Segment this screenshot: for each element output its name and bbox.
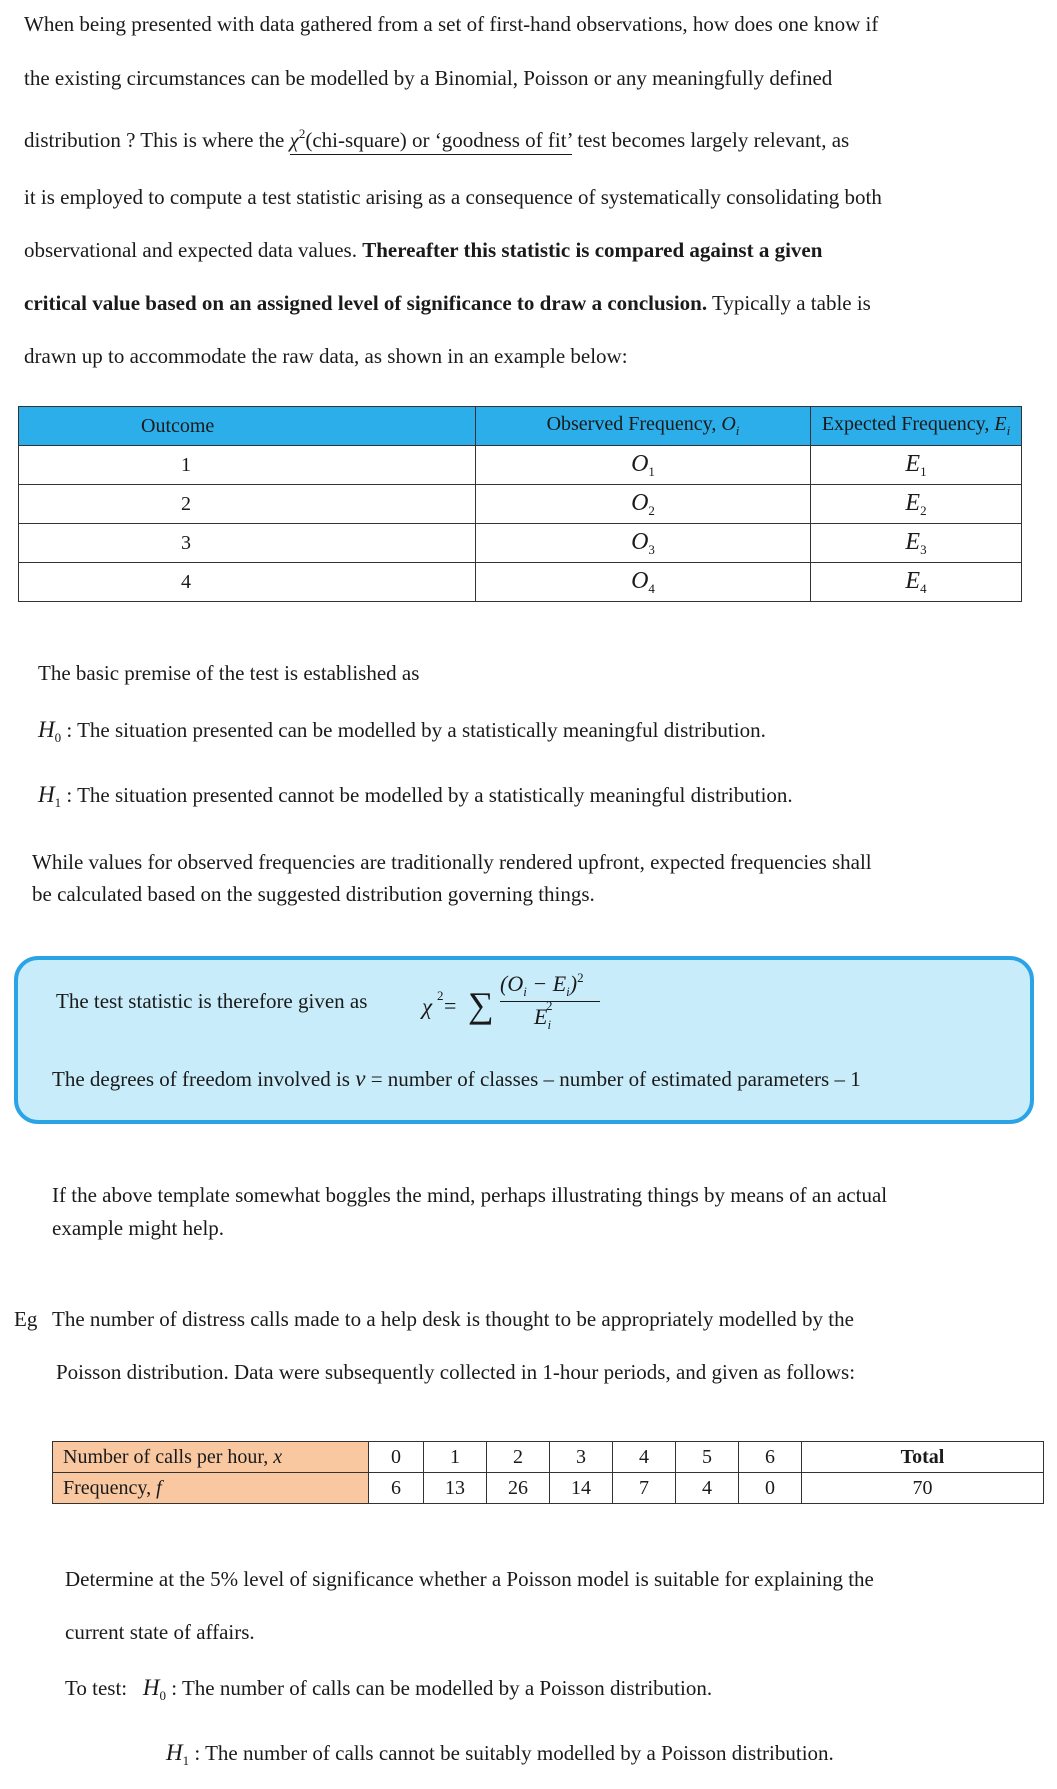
task-line-2: current state of affairs.	[65, 1620, 255, 1644]
chi-square-text: (chi-square) or ‘goodness of fit’	[305, 128, 573, 152]
x-value: 4	[613, 1442, 676, 1473]
expected-cell: $E_2$	[811, 485, 1022, 524]
intro-line-5	[24, 238, 822, 263]
x-value: 6	[739, 1442, 802, 1473]
total-label: Total	[802, 1442, 1044, 1473]
f-value: 0	[739, 1473, 802, 1504]
chi-square-term	[290, 128, 572, 155]
premise-h1-text: : The situation presented cannot be modelled by a statistically meaningful distribution.	[61, 783, 793, 807]
task-h0-text: : The number of calls can be modelled by a Poisson distribution.	[165, 1676, 713, 1700]
intro-line-3	[24, 126, 849, 153]
to-test-label: To test:	[65, 1676, 128, 1700]
task-line-1: Determine at the 5% level of significance whether a Poisson model is suitable for explaining the	[65, 1567, 874, 1591]
intro-line-6	[24, 291, 871, 316]
freq-note-line-2: be calculated based on the suggested distribution governing things.	[32, 882, 595, 906]
table-row	[19, 485, 1022, 524]
intro-line-5-a: observational and expected data values.	[24, 238, 363, 262]
x-value: 2	[487, 1442, 550, 1473]
intro-line-1: When being presented with data gathered from a set of first-hand observations, how does one know if	[24, 12, 879, 36]
frequency-label: Frequency, f	[53, 1473, 369, 1504]
header-outcome: Outcome	[19, 407, 476, 446]
dof-label: The degrees of freedom involved is	[52, 1067, 356, 1091]
nu-symbol: ν	[355, 1066, 366, 1091]
test-statistic-line	[56, 989, 367, 1014]
example-label: Eg	[14, 1307, 38, 1331]
expected-cell: $E_4$	[811, 563, 1022, 602]
degrees-of-freedom-line	[52, 1066, 861, 1092]
intro-line-4: it is employed to compute a test statistic arising as a consequence of systematically consolidating both	[24, 185, 882, 209]
table-row	[19, 524, 1022, 563]
stat-label: The test statistic is therefore given as	[56, 989, 368, 1013]
h-symbol: H	[38, 782, 55, 807]
intro-line-7: drawn up to accommodate the raw data, as shown in an example below:	[24, 344, 628, 368]
outcome-cell: 3	[19, 524, 476, 563]
formula-numerator: $(O_i - E_i)^2$	[500, 970, 584, 999]
intro-line-3-a: distribution ? This is where the	[24, 128, 290, 152]
calls-frequency-table	[52, 1441, 1044, 1504]
formula-denominator: $E_i$	[534, 1004, 552, 1032]
dof-text: = number of classes – number of estimated parameters – 1	[365, 1067, 861, 1091]
chi-square-formula: χ 2 = ∑ $(O_i - E_i)^2$ $E_i$ 2	[422, 968, 602, 1048]
x-value: 3	[550, 1442, 613, 1473]
header-observed: Observed Frequency, $O_i$	[476, 407, 811, 446]
premise-h0-text: : The situation presented can be modelled by a statistically meaningful distribution.	[61, 718, 766, 742]
calls-row	[53, 1442, 1044, 1473]
intro-line-6-bold: critical value based on an assigned level of significance to draw a conclusion.	[24, 291, 708, 315]
intro-line-6-b: Typically a table is	[707, 291, 871, 315]
table-header-row	[19, 407, 1022, 446]
template-note-line-2: example might help.	[52, 1216, 225, 1240]
table-row	[19, 446, 1022, 485]
freq-note-line-1: While values for observed frequencies are traditionally rendered upfront, expected frequencies shall	[32, 850, 872, 874]
x-value: 5	[676, 1442, 739, 1473]
outcome-cell: 1	[19, 446, 476, 485]
f-value: 6	[369, 1473, 424, 1504]
sigma-symbol: ∑	[468, 985, 494, 1025]
template-note-line-1: If the above template somewhat boggles the mind, perhaps illustrating things by means of an actual	[52, 1183, 888, 1207]
to-test-h1: $H_1$ : The number of calls cannot be suitably modelled by a Poisson distribution.	[166, 1740, 834, 1768]
example-line-2: Poisson distribution. Data were subsequently collected in 1-hour periods, and given as follows:	[56, 1360, 856, 1384]
calls-label: Number of calls per hour, x	[53, 1442, 369, 1473]
premise-h0: $H_0$ : The situation presented can be modelled by a statistically meaningful distribution.	[38, 717, 766, 745]
frequency-row	[53, 1473, 1044, 1504]
expected-cell: $E_1$	[811, 446, 1022, 485]
chi-symbol: χ	[289, 128, 299, 152]
outcome-cell: 2	[19, 485, 476, 524]
h-symbol: H	[38, 717, 55, 742]
x-value: 0	[369, 1442, 424, 1473]
f-value: 14	[550, 1473, 613, 1504]
test-statistic-callout	[14, 956, 1034, 1124]
observed-cell: $O_1$	[476, 446, 811, 485]
x-value: 1	[424, 1442, 487, 1473]
f-value: 13	[424, 1473, 487, 1504]
task-h1-text: : The number of calls cannot be suitably modelled by a Poisson distribution.	[189, 1741, 834, 1765]
table-row	[19, 563, 1022, 602]
chi-sup: 2	[298, 126, 306, 141]
header-expected: Expected Frequency, $E_i$	[811, 407, 1022, 446]
to-test-h0: To test: $H_0$ : The number of calls can be modelled by a Poisson distribution.	[65, 1675, 713, 1703]
observed-cell: $O_3$	[476, 524, 811, 563]
outcome-cell: 4	[19, 563, 476, 602]
f-value: 7	[613, 1473, 676, 1504]
premise-intro: The basic premise of the test is established as	[38, 661, 420, 685]
f-value: 4	[676, 1473, 739, 1504]
intro-line-3-c: test becomes largely relevant, as	[572, 128, 850, 152]
f-value: 26	[487, 1473, 550, 1504]
frequency-template-table	[18, 406, 1022, 602]
observed-cell: $O_4$	[476, 563, 811, 602]
observed-cell: $O_2$	[476, 485, 811, 524]
premise-h1: $H_1$ : The situation presented cannot be modelled by a statistically meaningful distribution.	[38, 782, 793, 810]
total-value: 70	[802, 1473, 1044, 1504]
expected-cell: $E_3$	[811, 524, 1022, 563]
intro-line-2: the existing circumstances can be modelled by a Binomial, Poisson or any meaningfully defined	[24, 66, 833, 90]
example-line-1: The number of distress calls made to a help desk is thought to be appropriately modelled by the	[52, 1307, 854, 1331]
intro-line-5-bold: Thereafter this statistic is compared against a given	[362, 238, 823, 262]
